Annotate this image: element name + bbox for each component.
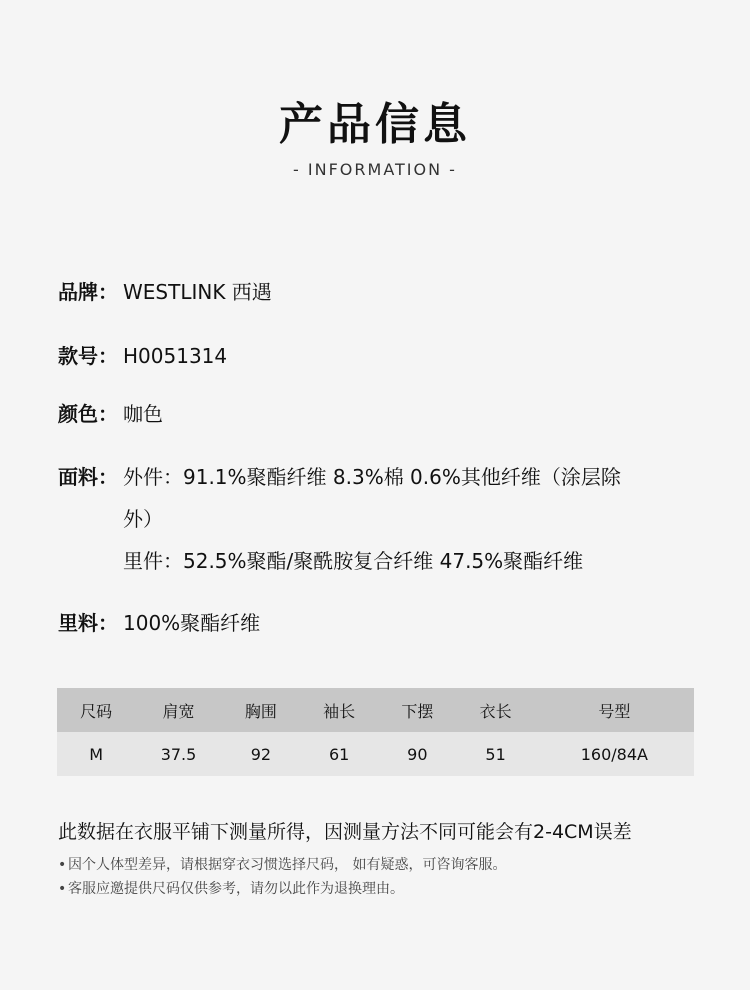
size-cell: 37.5 — [135, 732, 222, 776]
size-table-header-row — [57, 688, 694, 732]
tip-item — [58, 878, 404, 898]
measurement-note: 此数据在衣服平铺下测量所得，因测量方法不同可能会有2-4CM误差 — [58, 821, 632, 843]
page-title: 产品信息 — [279, 99, 471, 150]
brand-value: WESTLINK 西遇 — [123, 280, 272, 304]
style-no-label: 款号： — [58, 344, 118, 368]
size-header-cell: 下摆 — [378, 688, 456, 732]
color-value: 咖色 — [123, 402, 163, 426]
bullet-icon: • — [58, 881, 67, 897]
table-row — [57, 732, 694, 776]
fabric-value — [123, 456, 643, 582]
brand-label: 品牌： — [58, 280, 118, 304]
size-header-cell: 衣长 — [456, 688, 534, 732]
size-cell: M — [57, 732, 135, 776]
size-header-cell: 肩宽 — [135, 688, 222, 732]
size-cell: 92 — [222, 732, 300, 776]
fabric-line-outer: 外件：91.1%聚酯纤维 8.3%棉 0.6%其他纤维（涂层除 — [123, 465, 621, 489]
tip-text: 客服应邀提供尺码仅供参考，请勿以此作为退换理由。 — [68, 881, 404, 897]
fabric-label: 面料： — [58, 465, 118, 489]
color-label: 颜色： — [58, 402, 118, 426]
fabric-line-inner: 里件：52.5%聚酯/聚酰胺复合纤维 47.5%聚酯纤维 — [123, 549, 584, 573]
tip-item — [58, 854, 506, 874]
size-cell: 160/84A — [535, 732, 694, 776]
size-table — [57, 688, 694, 776]
size-cell: 61 — [300, 732, 378, 776]
lining-value: 100%聚酯纤维 — [123, 611, 261, 635]
size-header-cell: 袖长 — [300, 688, 378, 732]
size-header-cell: 号型 — [535, 688, 694, 732]
size-header-cell: 胸围 — [222, 688, 300, 732]
bullet-icon: • — [58, 857, 67, 873]
size-cell: 90 — [378, 732, 456, 776]
size-cell: 51 — [456, 732, 534, 776]
lining-label: 里料： — [58, 611, 118, 635]
tip-text: 因个人体型差异，请根据穿衣习惯选择尺码， 如有疑惑，可咨询客服。 — [68, 857, 507, 873]
size-header-cell: 尺码 — [57, 688, 135, 732]
style-no-value: H0051314 — [123, 344, 228, 368]
fabric-line-outer-cont: 外） — [123, 507, 163, 531]
page-subtitle: - INFORMATION - — [293, 160, 457, 179]
